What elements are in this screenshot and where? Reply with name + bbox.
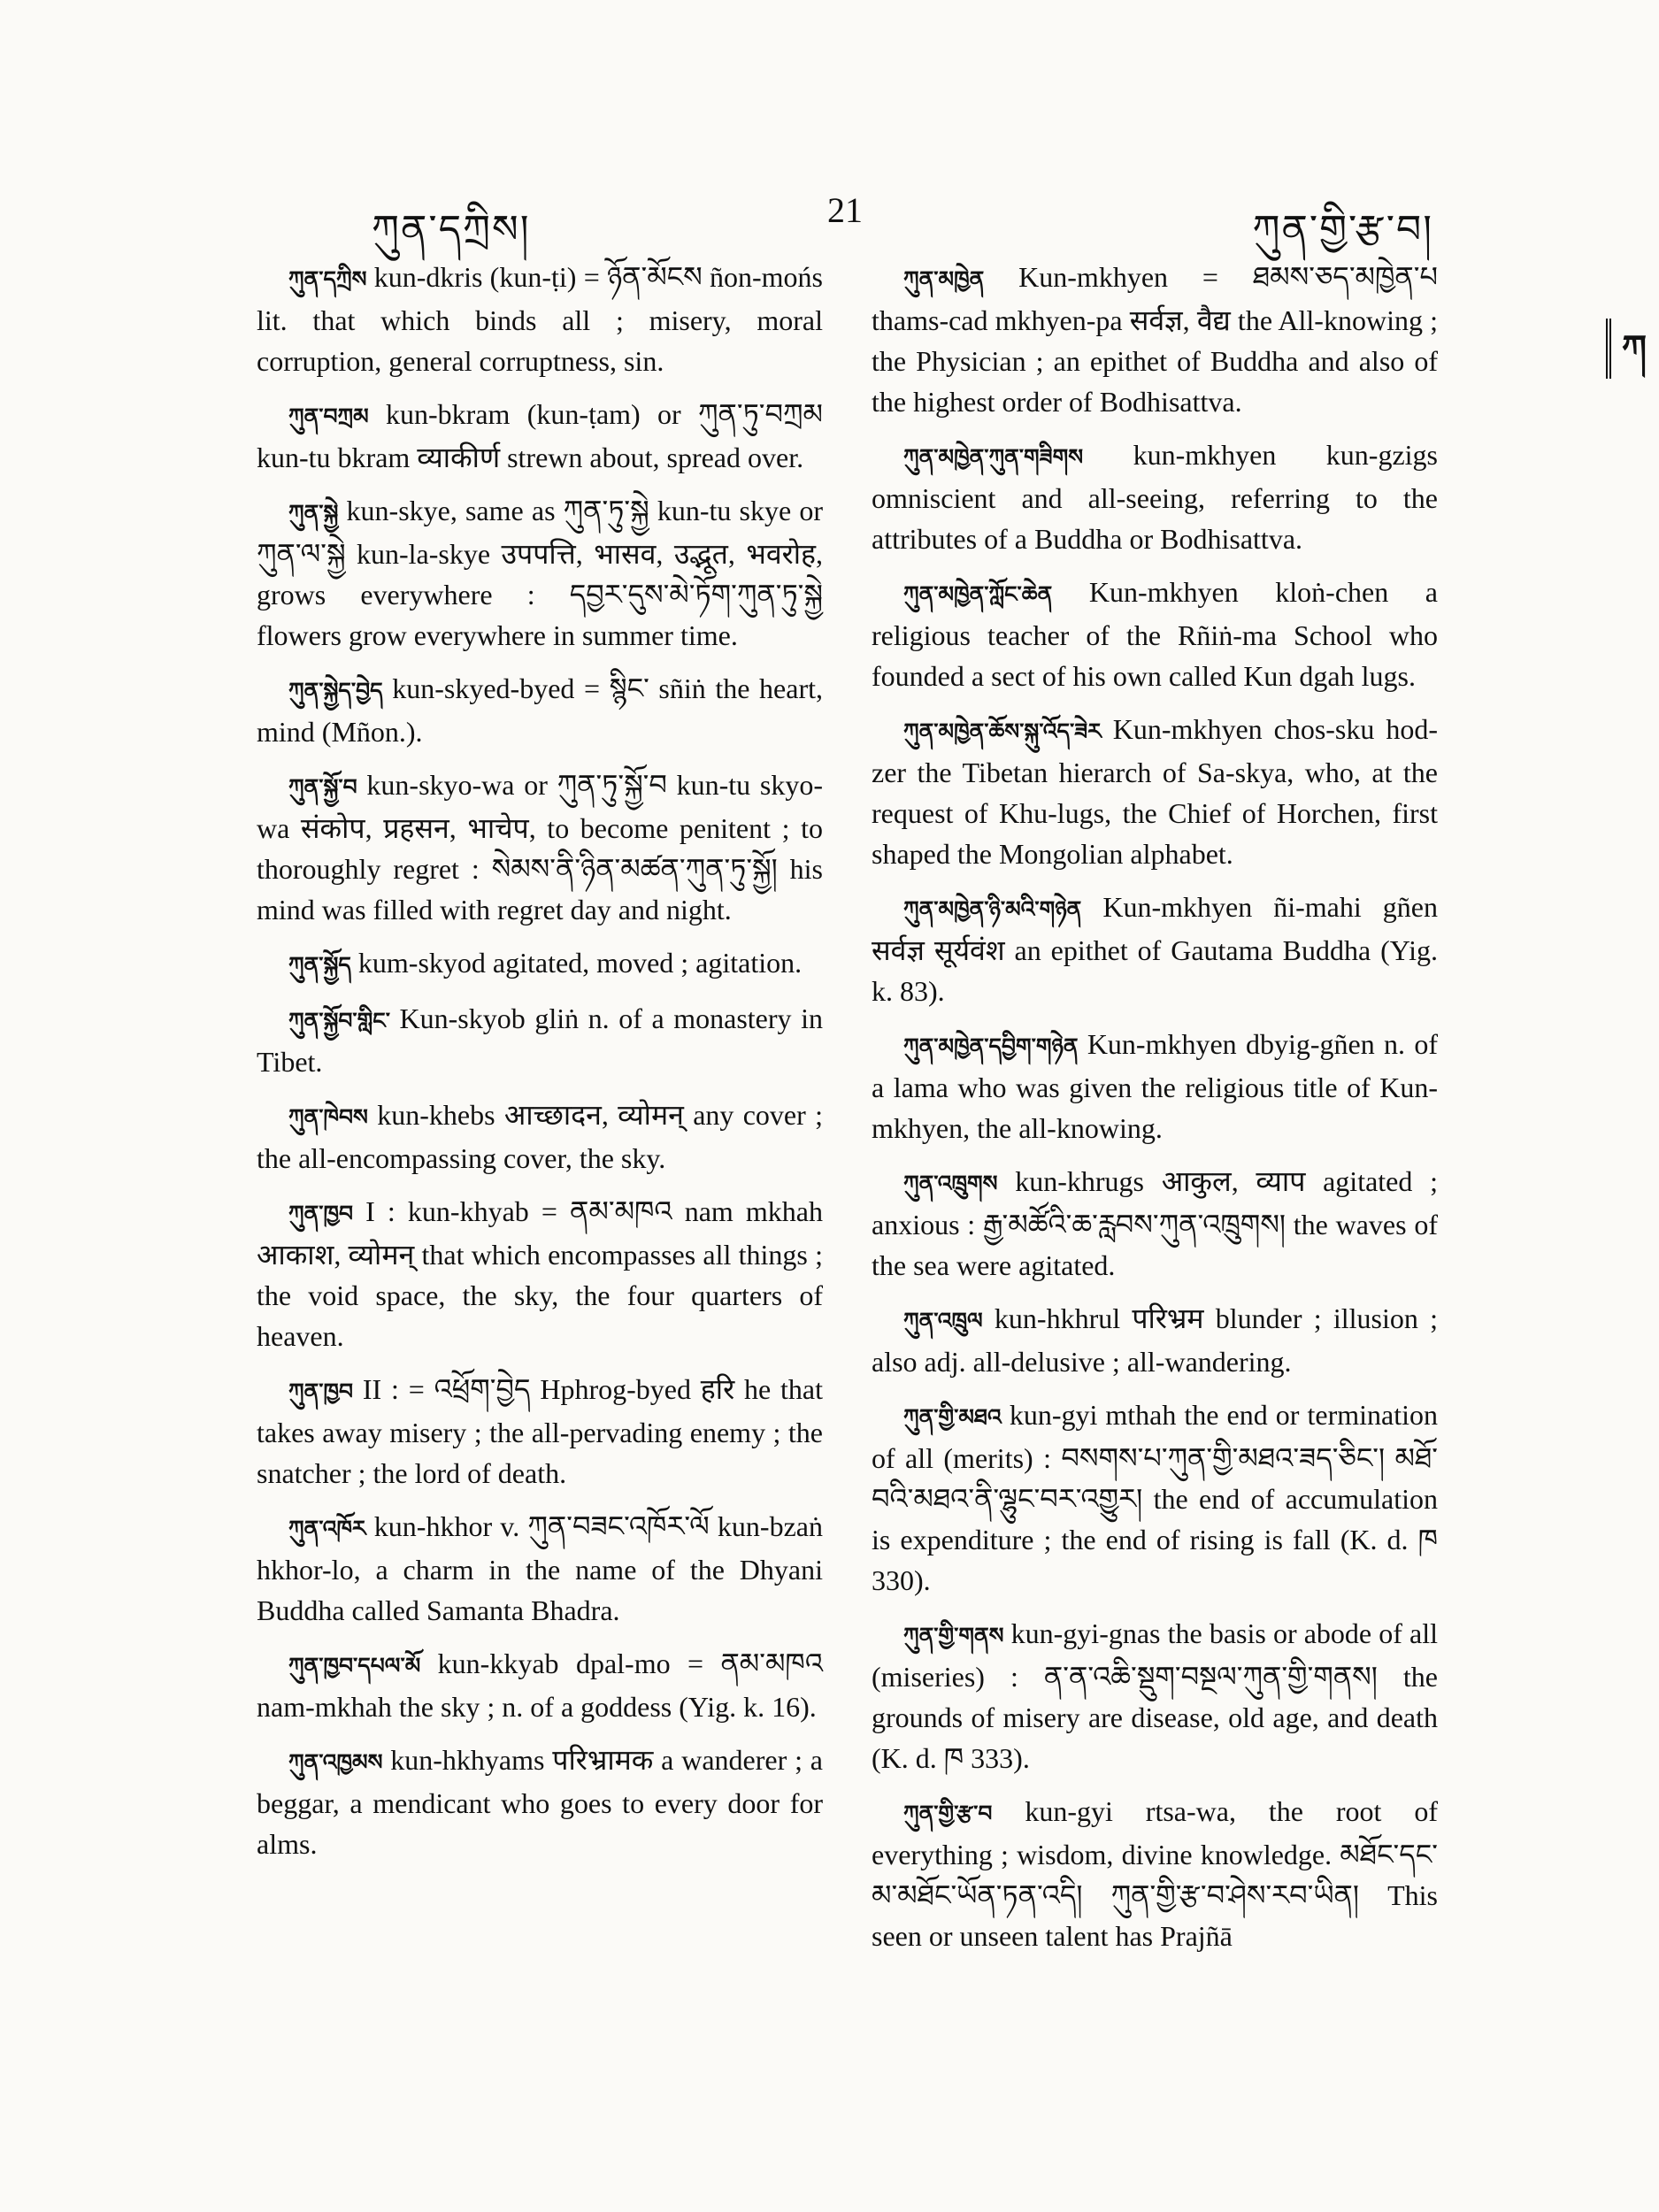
- entry-text: kun-hkhrul परिभ्रम blunder ; illusion ; also adj. all-delusive ; all-wandering.: [872, 1302, 1438, 1378]
- entry-text: kum-skyod agitated, moved ; agitation.: [350, 947, 803, 979]
- dictionary-entry: [257, 1643, 823, 1727]
- entry-text: kun-skye, same as ཀུན་ཏུ་སྐྱེ kun-tu skye or ཀུན་ལ་སྐྱེ kun-la-skye उपपत्ति, भासव, उद्भूत, भवरोह, grows everywhere : དབྱར་དུས་མེ་ཏོག་ཀུན་ཏུ་སྐྱེ flowers grow everywhere in summer time.: [257, 495, 823, 651]
- entry-text: kun-gyi rtsa-wa, the root of everything ; wisdom, divine knowledge. མཐོང་དང་མ་མཐོང་ཡོན་ཏན་འདི། ཀུན་གྱི་རྩ་བ་ཤེས་རབ་ཡིན། This seen or unseen talent has Prajñā: [872, 1795, 1438, 1952]
- header-left-word: ཀུན་དཀྲིས།: [372, 207, 531, 252]
- headword: ཀུན་མཁྱེན: [903, 266, 985, 292]
- entry-text: kun-gyi mthah the end or termination of all (merits) : བསགས་པ་ཀུན་གྱི་མཐའ་ཟད་ཅིང་། མཐོ་བའི་མཐའ་ནི་ལྷུང་བར་འགྱུར། the end of accumulation is expenditure ; the end of rising is fall (K. d. ཁ 330).: [872, 1399, 1438, 1596]
- entry-text: Kun-mkhyen ñi-mahi gñen सर्वज्ञ सूर्यवंश an epithet of Gautama Buddha (Yig. k. 83).: [872, 891, 1438, 1007]
- headword: ཀུན་དཀྲིས: [288, 266, 367, 292]
- dictionary-entry: [257, 942, 823, 986]
- headword: ཀུན་སྐྱེད་བྱེད: [288, 678, 383, 703]
- headword: ཀུན་སྐྱོད: [288, 952, 351, 978]
- headword: ཀུན་སྐྱོ་བ: [288, 774, 357, 800]
- dictionary-entry: [257, 1191, 823, 1356]
- dictionary-entry: [257, 257, 823, 381]
- dictionary-entry: [257, 668, 823, 752]
- entry-text: II : = འཕྲོག་བྱེད Hphrog-byed हरि he that takes away misery ; the all-pervading enemy ; the snatcher ; the lord of death.: [257, 1373, 823, 1489]
- entry-text: kun-khebs आच्छादन, व्योमन् any cover ; the all-encompassing cover, the sky.: [257, 1099, 823, 1174]
- dictionary-entry: [872, 1024, 1438, 1148]
- dictionary-entry: [257, 1094, 823, 1179]
- headword: ཀུན་གྱི་མཐའ: [903, 1404, 1002, 1430]
- dictionary-entry: [257, 1506, 823, 1631]
- headword: ཀུན་སྐྱེ: [288, 500, 339, 526]
- headword: ཀུན་མཁྱེན་ཀློང་ཆེན: [903, 581, 1053, 607]
- header-right-word: ཀུན་གྱི་རྩ་བ།: [1252, 207, 1433, 252]
- entry-text: I : kun-khyab = ནམ་མཁའ nam mkhah आकाश, व्योमन् that which encompasses all things ; the void space, the sky, the four quarters of heaven.: [257, 1195, 823, 1352]
- entry-text: kun-gyi-gnas the basis or abode of all (miseries) : ན་ན་འཆི་སྡུག་བསྔལ་ཀུན་གྱི་གནས། the grounds of misery are disease, old age, and death (K. d. ཁ 333).: [872, 1617, 1438, 1774]
- running-head: [248, 186, 1442, 252]
- entry-text: kun-khrugs आकुल, व्याप agitated ; anxious : རྒྱ་མཚོའི་ཆ་རླབས་ཀུན་འཁྲུགས། the waves of the sea were agitated.: [872, 1165, 1438, 1281]
- left-column: [257, 257, 823, 1877]
- entry-text: kun-kkyab dpal-mo = ནམ་མཁའ nam-mkhah the sky ; n. of a goddess (Yig. k. 16).: [257, 1647, 823, 1723]
- entry-text: kun-hkhyams परिभ्रामक a wanderer ; a beggar, a mendicant who goes to every door for alms.: [257, 1744, 823, 1860]
- entry-text: kun-mkhyen kun-gzigs omniscient and all-seeing, referring to the attributes of a Buddha or Bodhisattva.: [872, 439, 1438, 555]
- dictionary-entry: [872, 887, 1438, 1011]
- entry-text: Kun-mkhyen kloṅ-chen a religious teacher of the Rñiṅ-ma School who founded a sect of his own called Kun dgah lugs.: [872, 576, 1438, 692]
- right-column: [872, 257, 1438, 1969]
- dictionary-entry: [872, 434, 1438, 559]
- headword: ཀུན་འཁྲུལ: [903, 1308, 983, 1333]
- dictionary-entry: [872, 1791, 1438, 1956]
- dictionary-entry: [872, 1613, 1438, 1778]
- dictionary-entry: [257, 1740, 823, 1864]
- dictionary-entry: [257, 1369, 823, 1494]
- entry-text: kun-hkhor v. ཀུན་བཟང་འཁོར་ལོ kun-bzaṅ hkhor-lo, a charm in the name of the Dhyani Buddha called Samanta Bhadra.: [257, 1510, 823, 1626]
- headword: ཀུན་མཁྱེན་ཀུན་གཟིགས: [903, 444, 1084, 470]
- entry-text: Kun-mkhyen chos-sku hod-zer the Tibetan hierarch of Sa-skya, who, at the request of Khu-lugs, the Chief of Horchen, first shaped the Mongolian alphabet.: [872, 713, 1438, 870]
- entry-text: Kun-skyob gliṅ n. of a monastery in Tibet.: [257, 1002, 823, 1078]
- dictionary-entry: [257, 764, 823, 930]
- headword: ཀུན་མཁྱེན་དབྱིག་གཉེན: [903, 1033, 1079, 1059]
- entry-text: kun-skyo-wa or ཀུན་ཏུ་སྐྱོ་བ kun-tu skyo-wa संकोप, प्रहसन, भाचेप, to become penitent ; to thoroughly regret : སེམས་ནི་ཉིན་མཚན་ཀུན་ཏུ་སྐྱོ། his mind was filled with regret day and night.: [257, 769, 823, 926]
- headword: ཀུན་སྐྱོབ་གླིང་: [288, 1008, 390, 1033]
- headword: ཀུན་འཁོར: [288, 1516, 366, 1541]
- headword: ཀུན་འཁྱམས: [288, 1749, 383, 1775]
- headword: ཀུན་བཀྲམ: [288, 403, 369, 429]
- headword: ཀུན་ཁྱབ: [288, 1201, 354, 1226]
- dictionary-entry: [872, 257, 1438, 422]
- entry-text: kun-skyed-byed = སྙིང་ sñiṅ the heart, mind (Mñon.).: [257, 672, 823, 748]
- entry-text: Kun-mkhyen = ཐམས་ཅད་མཁྱེན་པ thams-cad mkhyen-pa सर्वज्ञ, वैद्य the All-knowing ; the Physician ; an epithet of Buddha and also of the highest order of Bodhisattva.: [872, 261, 1438, 418]
- dictionary-entry: [872, 572, 1438, 696]
- headword: ཀུན་ཁེབས: [288, 1104, 368, 1130]
- headword: ཀུན་གྱི་རྩ་བ: [903, 1801, 993, 1826]
- dictionary-entry: [872, 1394, 1438, 1601]
- dictionary-entry: [872, 709, 1438, 874]
- entry-text: kun-bkram (kun-ṭam) or ཀུན་ཏུ་བཀྲམ kun-tu bkram व्याकीर्ण strewn about, spread over.: [257, 398, 823, 473]
- headword: ཀུན་འཁྲུགས: [903, 1171, 998, 1196]
- dictionary-entry: [257, 394, 823, 478]
- headword: ཀུན་མཁྱེན་ཆོས་སྐུ་འོད་ཟེར: [903, 718, 1102, 744]
- thumb-index-tab: ཀ: [1606, 319, 1657, 379]
- entry-text: kun-dkris (kun-ṭi) = ཉོན་མོངས ñon-mońs lit. that which binds all ; misery, moral corruption, general corruptness, sin.: [257, 261, 823, 377]
- dictionary-entry: [257, 998, 823, 1082]
- dictionary-entry: [872, 1161, 1438, 1286]
- dictionary-entry: [872, 1298, 1438, 1382]
- entry-text: Kun-mkhyen dbyig-gñen n. of a lama who was given the religious title of Kun-mkhyen, the all-knowing.: [872, 1028, 1438, 1144]
- headword: ཀུན་གྱི་གནས: [903, 1623, 1004, 1648]
- dictionary-entry: [257, 490, 823, 656]
- page-number: 21: [827, 190, 863, 230]
- headword: ཀུན་ཁྱབ་དཔལ་མོ: [288, 1653, 421, 1678]
- headword: ཀུན་མཁྱེན་ཉི་མའི་གཉེན: [903, 896, 1082, 922]
- headword: ཀུན་ཁྱབ: [288, 1379, 354, 1404]
